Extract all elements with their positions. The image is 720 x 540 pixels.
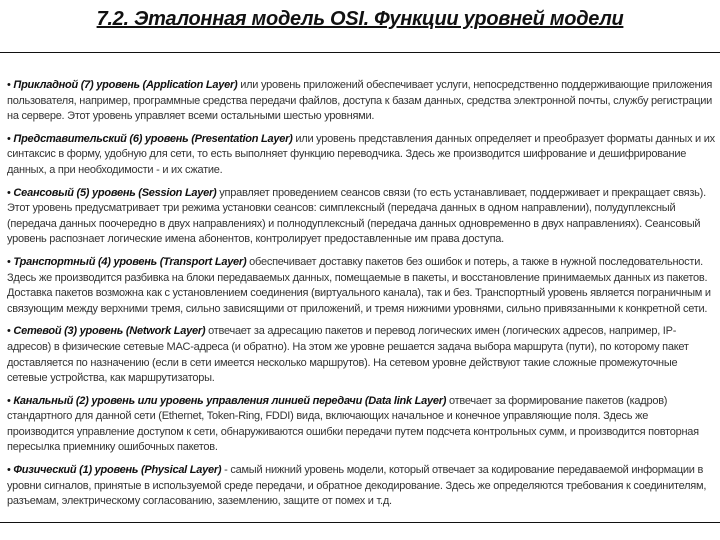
paragraph-application-layer [7, 78, 715, 125]
paragraph-lead: Сетевой (3) уровень (Network Layer) [13, 325, 206, 338]
bullet: • [7, 325, 11, 338]
paragraph-text: отвечает за формирование пакетов (кадров) стандартного для данной сети (Ethernet, Token-Ring, FDDI) вида, включающих начальное и конечное управляющие поля. Здесь же производится управление доступом к сети, обнаруживаются ошибки передачи путем подсчета контрольных сумм, и производится повторная пересылка приемнику ошибочных пакетов. [7, 394, 699, 454]
bullet: • [7, 79, 11, 91]
bullet: • [7, 255, 11, 268]
paragraph-text: отвечает за адресацию пакетов и перевод логических имен (логических адресов, например, IP-адресов) в физические сетевые MAC-адреса (и обратно). На этом же уровне решается задача выбора маршрута (пути), по которому пакет доставляется по назначению (если в сети имеется несколько маршрутов). На сетевом уровне действуют такие сложные промежуточные сетевые устройства, как маршрутизаторы. [7, 325, 689, 385]
paragraph-presentation-layer [7, 132, 715, 179]
paragraph-text: или уровень представления данных определяет и преобразует форматы данных и их синтаксис в форму, удобную для сети, то есть выполняет функцию переводчика. Здесь же производится шифрование и дешифрирование данных, а при необходимости - и их сжатие. [7, 132, 715, 176]
bullet: • [7, 394, 11, 407]
bullet: • [7, 132, 11, 145]
paragraph-lead: Сеансовый (5) уровень (Session Layer) [13, 186, 217, 199]
paragraph-transport-layer [7, 255, 715, 317]
paragraph-lead: Физический (1) уровень (Physical Layer) [13, 464, 222, 477]
paragraph-text: управляет проведением сеансов связи (то есть устанавливает, поддерживает и прекращает связь). Этот уровень предусматривает три режима установки сеансов: симплексный (передача данных в одном направлении), полудуплексный (передача данных поочередно в двух направлениях) и полнодуплексный (передача данных одновременно в двух направлениях). Сеансовый уровень распознает логические имена абонентов, контролирует предоставленные им права доступа. [7, 186, 706, 246]
slide-content [7, 78, 715, 517]
paragraph-lead: Прикладной (7) уровень (Application Layer) [13, 79, 238, 91]
paragraph-session-layer [7, 186, 715, 248]
paragraph-text: или уровень приложений обеспечивает услуги, непосредственно поддерживающие приложения пользователя, например, программные средства передачи файлов, доступа к базам данных, средства электронной почты, службу регистрации на сервере. Этот уровень управляет всеми остальными шестью уровнями. [7, 79, 713, 123]
bottom-divider [0, 522, 720, 523]
paragraph-physical-layer [7, 463, 715, 510]
paragraph-data-link-layer [7, 394, 715, 456]
paragraph-text: - самый нижний уровень модели, который отвечает за кодирование передаваемой информации в уровни сигналов, принятые в используемой среде передачи, и обратное декодирование. Здесь же определяются требования к соединителям, разъемам, электрическому согласованию, заземлению, защите от помех и т.д. [7, 464, 707, 508]
paragraph-lead: Транспортный (4) уровень (Transport Layer) [13, 255, 247, 268]
bullet: • [7, 464, 11, 477]
paragraph-lead: Представительский (6) уровень (Presentation Layer) [13, 132, 293, 145]
paragraph-lead: Канальный (2) уровень или уровень управления линией передачи (Data link Layer) [13, 394, 447, 407]
bullet: • [7, 186, 11, 199]
slide-title: 7.2. Эталонная модель OSI. Функции уровней модели [96, 8, 624, 30]
paragraph-network-layer [7, 324, 715, 386]
top-divider [0, 52, 720, 53]
paragraph-text: обеспечивает доставку пакетов без ошибок и потерь, а также в нужной последовательности. Здесь же производится разбивка на блоки передаваемых данных, помещаемые в пакеты, и восстановление принимаемых данных из пакетов. Доставка пакетов возможна как с установлением соединения (виртуального канала), так и без. Транспортный уровень является пограничным и связующим между верхними тремя, сильно зависящими от приложений, и тремя нижними уровнями, сильно привязанными к конкретной сети. [7, 255, 711, 315]
